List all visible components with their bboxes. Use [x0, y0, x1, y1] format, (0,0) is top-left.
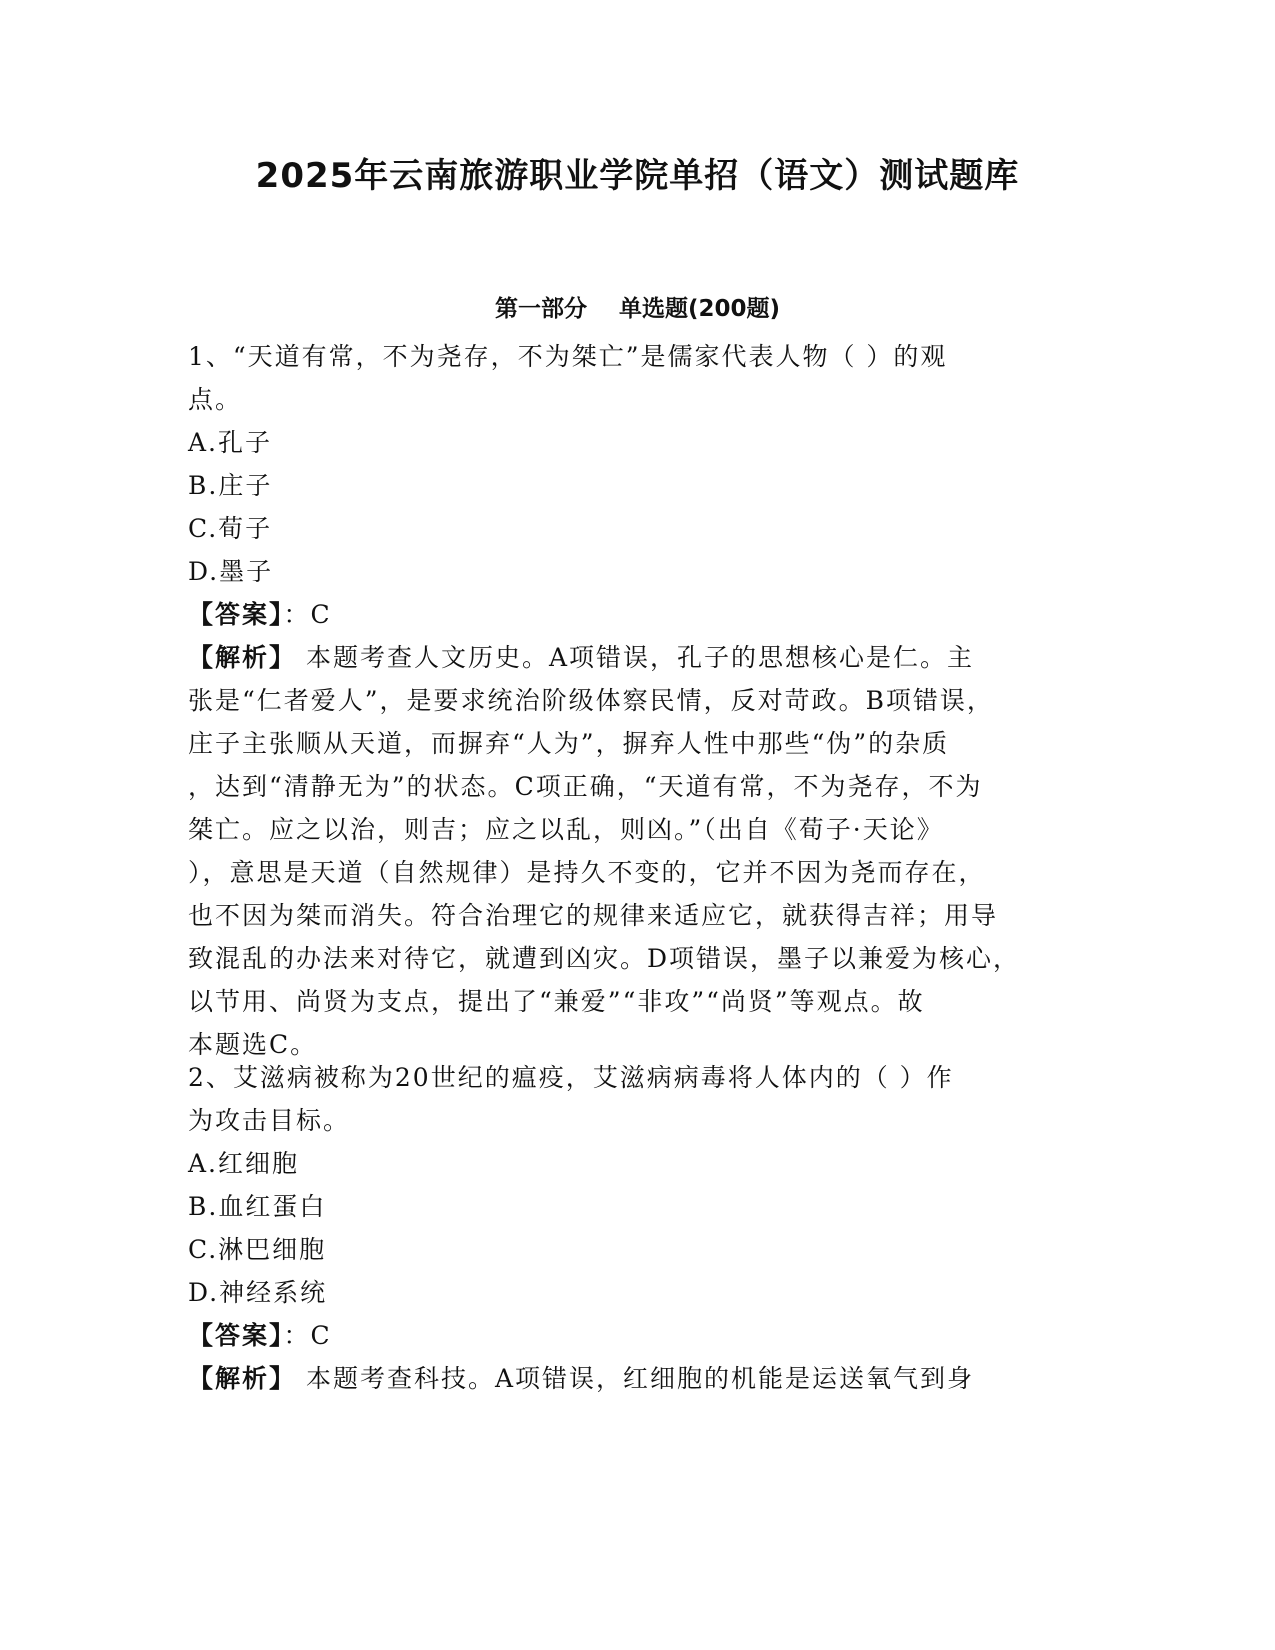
answer-value: ：C	[283, 600, 332, 629]
option-a: A.红细胞	[188, 1149, 300, 1178]
option-b: B.庄子	[188, 471, 273, 500]
option-c: C.淋巴细胞	[188, 1235, 327, 1264]
analysis-line	[188, 1357, 1088, 1400]
analysis-line: 以节用、尚贤为支点，提出了“兼爱”“非攻”“尚贤”等观点。故	[188, 987, 925, 1016]
option-c: C.荀子	[188, 514, 273, 543]
question-stem-line: 2、艾滋病被称为20世纪的瘟疫，艾滋病病毒将人体内的（ ）作	[188, 1063, 954, 1092]
section-title: 第一部分 单选题(200题)	[494, 296, 781, 322]
analysis-line: ），意思是天道（自然规律）是持久不变的，它并不因为尧而存在，	[188, 858, 986, 887]
analysis-text: 本题考查人文历史。A项错误，孔子的思想核心是仁。主	[296, 643, 975, 672]
answer-label: 【答案】	[188, 1321, 284, 1350]
analysis-line: 桀亡。应之以治，则吉；应之以乱，则凶。”（出自《荀子·天论》	[188, 815, 944, 844]
page-title: 2025年云南旅游职业学院单招（语文）测试题库	[255, 156, 1020, 196]
question-stem-line: 点。	[188, 385, 243, 414]
option-d: D.墨子	[188, 557, 274, 586]
question-stem-line: 为攻击目标。	[188, 1106, 351, 1135]
analysis-line: 致混乱的办法来对待它，就遭到凶灾。D项错误，墨子以兼爱为核心，	[188, 944, 1021, 973]
answer-value: ：C	[283, 1321, 332, 1350]
analysis-line: 庄子主张顺从天道，而摒弃“人为”，摒弃人性中那些“伪”的杂质	[188, 729, 950, 758]
analysis-line: 张是“仁者爱人”，是要求统治阶级体察民情，反对苛政。B项错误，	[188, 686, 994, 715]
option-d: D.神经系统	[188, 1278, 328, 1307]
analysis-line: 也不因为桀而消失。符合治理它的规律来适应它，就获得吉祥；用导	[188, 901, 999, 930]
option-a: A.孔子	[188, 428, 273, 457]
analysis-line: ，达到“清静无为”的状态。C项正确，“天道有常，不为尧存，不为	[188, 772, 983, 801]
answer-line	[188, 1314, 1088, 1357]
analysis-line	[188, 636, 1088, 679]
answer-line	[188, 593, 1088, 636]
analysis-label: 【解析】	[188, 1364, 297, 1393]
analysis-text: 本题考查科技。A项错误，红细胞的机能是运送氧气到身	[296, 1364, 975, 1393]
option-b: B.血红蛋白	[188, 1192, 327, 1221]
analysis-label: 【解析】	[188, 643, 297, 672]
question-stem-line: 1、“天道有常，不为尧存，不为桀亡”是儒家代表人物（ ）的观	[188, 342, 948, 371]
question-block	[188, 335, 1088, 1066]
analysis-line: 本题选C。	[188, 1030, 318, 1059]
answer-label: 【答案】	[188, 600, 284, 629]
question-block	[188, 1056, 1088, 1400]
